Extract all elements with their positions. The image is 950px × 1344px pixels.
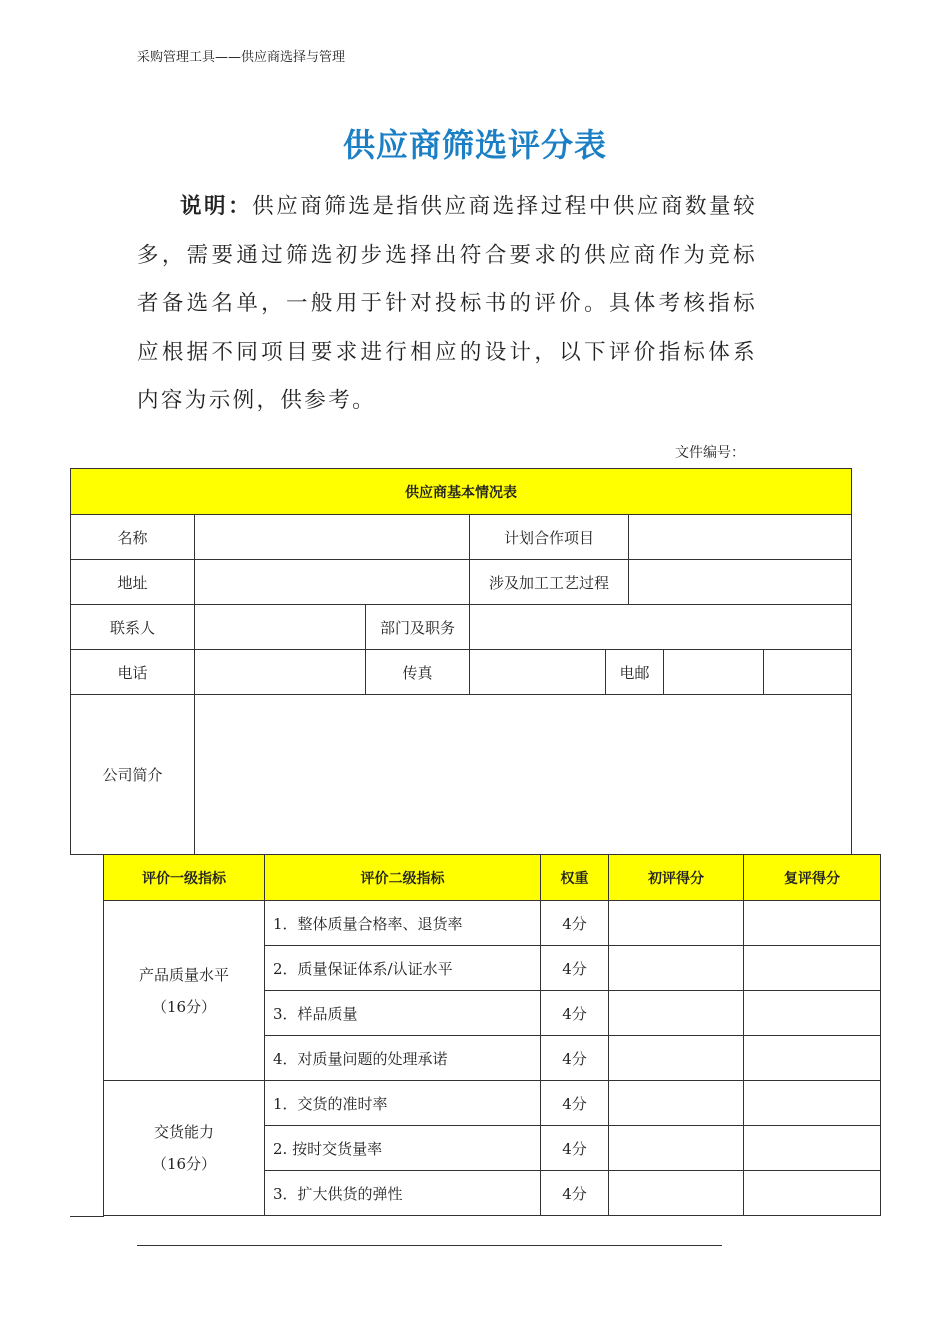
name-label: 名称	[71, 515, 195, 560]
sub-indicator: 2．质量保证体系/认证水平	[265, 946, 541, 991]
evaluation-table	[103, 854, 881, 1216]
department-label: 部门及职务	[366, 605, 470, 650]
fax-field[interactable]	[470, 650, 606, 694]
page-header: 采购管理工具——供应商选择与管理	[137, 50, 346, 65]
header-initial-score: 初评得分	[609, 855, 744, 901]
table-bottom-left-rule	[70, 1216, 104, 1217]
initial-score-field[interactable]	[609, 946, 744, 991]
supplier-basic-info-table	[70, 468, 852, 855]
review-score-field[interactable]	[744, 1126, 881, 1171]
initial-score-field[interactable]	[609, 1036, 744, 1081]
phone-label: 电话	[71, 650, 195, 695]
fax-email-cell	[470, 650, 764, 695]
fax-label: 传真	[366, 650, 470, 695]
sub-indicator: 1．整体质量合格率、退货率	[265, 901, 541, 946]
initial-score-field[interactable]	[609, 901, 744, 946]
category-name: 产品质量水平	[138, 965, 229, 984]
intro-lead: 说明：	[180, 194, 253, 219]
sub-indicator: 1．交货的准时率	[265, 1081, 541, 1126]
basic-info-title: 供应商基本情况表	[71, 469, 852, 515]
sub-indicator: 3．样品质量	[265, 991, 541, 1036]
category-quality	[104, 901, 265, 1081]
initial-score-field[interactable]	[609, 1081, 744, 1126]
category-delivery	[104, 1081, 265, 1216]
table-row	[104, 901, 881, 946]
review-score-field[interactable]	[744, 991, 881, 1036]
weight-cell: 4分	[541, 1126, 609, 1171]
file-number-label: 文件编号：	[675, 445, 745, 461]
page-title: 供应商筛选评分表	[342, 126, 607, 164]
footer-divider	[137, 1245, 722, 1246]
initial-score-field[interactable]	[609, 1126, 744, 1171]
sub-indicator: 3．扩大供货的弹性	[265, 1171, 541, 1216]
category-name: 交货能力	[153, 1123, 214, 1141]
sub-indicator: 4．对质量问题的处理承诺	[265, 1036, 541, 1081]
weight-cell: 4分	[541, 1036, 609, 1081]
weight-cell: 4分	[541, 991, 609, 1036]
planned-project-label: 计划合作项目	[470, 515, 629, 560]
review-score-field[interactable]	[744, 946, 881, 991]
email-field-left[interactable]	[664, 650, 763, 694]
category-points: （16分）	[151, 997, 217, 1016]
review-score-field[interactable]	[744, 1081, 881, 1126]
contact-label: 联系人	[71, 605, 195, 650]
process-label: 涉及加工工艺过程	[470, 560, 629, 605]
name-field[interactable]	[195, 515, 470, 560]
phone-field[interactable]	[195, 650, 366, 695]
header-weight: 权重	[541, 855, 609, 901]
address-field[interactable]	[195, 560, 470, 605]
profile-field[interactable]	[195, 695, 852, 855]
header-review-score: 复评得分	[744, 855, 881, 901]
weight-cell: 4分	[541, 1081, 609, 1126]
header-level1: 评价一级指标	[104, 855, 265, 901]
profile-label: 公司简介	[71, 695, 195, 855]
intro-paragraph	[137, 183, 757, 426]
review-score-field[interactable]	[744, 1171, 881, 1216]
table-row	[104, 1081, 881, 1126]
address-label: 地址	[71, 560, 195, 605]
intro-body: 供应商筛选是指供应商选择过程中供应商数量较多，需要通过筛选初步选择出符合要求的供应商作为竞标者备选名单，一般用于针对投标书的评价。具体考核指标应根据不同项目要求进行相应的设计，以下评价指标体系内容为示例，供参考。	[137, 194, 758, 413]
initial-score-field[interactable]	[609, 1171, 744, 1216]
weight-cell: 4分	[541, 1171, 609, 1216]
initial-score-field[interactable]	[609, 991, 744, 1036]
email-label: 电邮	[606, 650, 664, 694]
weight-cell: 4分	[541, 901, 609, 946]
planned-project-field[interactable]	[629, 515, 852, 560]
header-level2: 评价二级指标	[265, 855, 541, 901]
department-field[interactable]	[470, 605, 852, 650]
process-field[interactable]	[629, 560, 852, 605]
email-field[interactable]	[764, 650, 852, 695]
sub-indicator: 2. 按时交货量率	[265, 1126, 541, 1171]
category-points: （16分）	[151, 1155, 217, 1173]
contact-field[interactable]	[195, 605, 366, 650]
review-score-field[interactable]	[744, 1036, 881, 1081]
weight-cell: 4分	[541, 946, 609, 991]
review-score-field[interactable]	[744, 901, 881, 946]
